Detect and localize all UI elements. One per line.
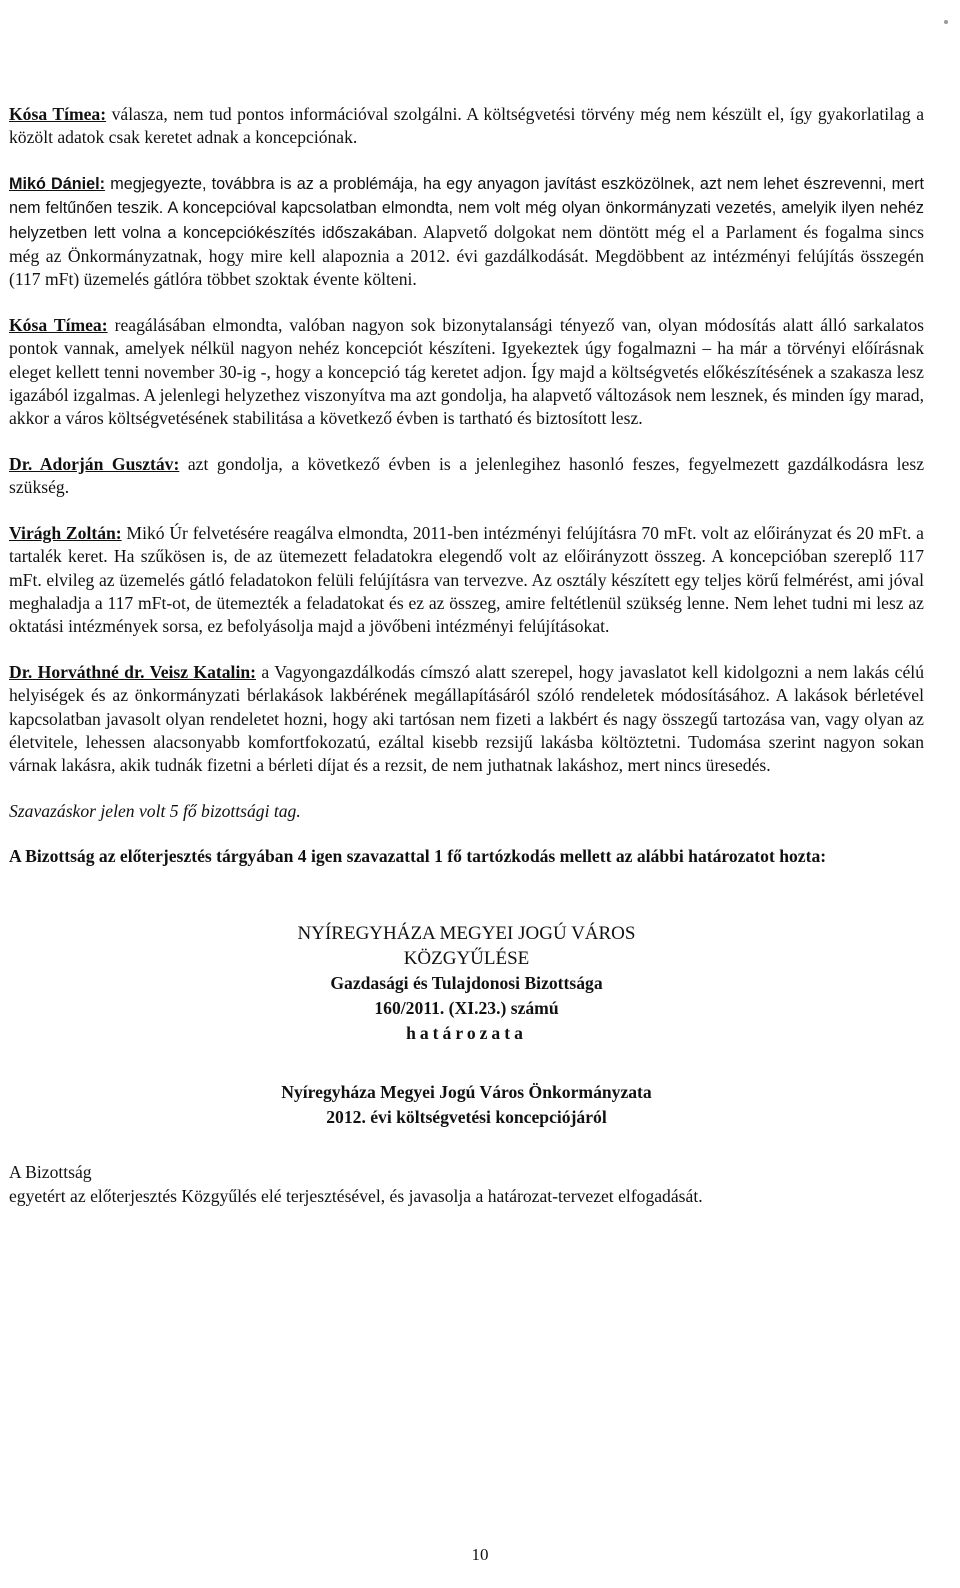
closing-heading: A Bizottság (9, 1161, 92, 1182)
paragraph-text: a Vagyongazdálkodás címszó alatt szerepel, hogy javaslatot kell kidolgozni a nem lakás célú helyiségek és az önkormányzati bérlakások lakbérének megállapításáról szóló rendeletek módosításához. A lakások bérletével kapcsolatban javasolt olyan rendeletet hozni, hogy aki tartósan nem fizeti a lakbért és nagy összegű tartozása van, vagy olyan az életvitele, lehessen alacsonyabb komfortfokozatú, ezáltal kisebb rezsijű lakásba költöztetni. Tudomása szerint nagyon sokan várnak lakásra, akik tudnák fizetni a bérleti díjat és a rezsit, de nem juthatnak lakáshoz, mert nincs üresedés. (9, 661, 924, 776)
spacer (9, 1130, 924, 1160)
paragraph-adorjan (9, 453, 924, 500)
vote-note: Szavazáskor jelen volt 5 fő bizottsági tag. (9, 800, 301, 821)
paragraph-kosa-1 (9, 103, 924, 150)
paragraph-text: Alapvető dolgokat nem döntött még el a Parlament és fogalma sincs még az Önkormányzatnak, hogy mire kell alapoznia a 2012. évi gazdálkodását. Megdöbbent az intézményi felújítás összegén (117 mFt) üzemelés gátlóra többet szoktak évente költeni. (9, 221, 924, 290)
paragraph-text: Mikó Úr felvetésére reagálva elmondta, 2011-ben intézményi felújításra 70 mFt. volt az előirányzat és 20 mFt. a tartalék keret. Ha szűkösen is, de az ütemezett feladatokra elegendő volt az előirányzott összeg. A koncepcióban szereplő 117 mFt. elvileg az üzemelés gátló feladatokon felüli felújításra van tervezve. Az osztály készített egy teljes körű felmérést, ami jóval meghaladja a 117 mFt-ot, de ütemezték a feladatokat és ez az összeg, amire feltétlenül szükség lenne. Nem lehet tudni mi lesz az oktatási intézmények sorsa, ez befolyásolja majd a jövőbeni intézményi felújításokat. (9, 522, 924, 637)
speaker-name: Kósa Tímea: (9, 104, 107, 124)
resolution-header (9, 921, 924, 1046)
speaker-name: Dr. Horváthné dr. Veisz Katalin: (9, 661, 256, 682)
spacer (9, 1046, 924, 1080)
paragraph-text-sans: megjegyezte, továbbra is az a problémája, ha egy anyagon javítást eszközölnek, azt nem lehet észrevenni, mert nem feltűnően teszik. A koncepcióval kapcsolatban elmondta, nem volt még olyan önkormányzati vezetés, amelyik ilyen nehéz helyzetben lett volna a koncepciókészítés időszakában. (9, 174, 925, 242)
paragraph-text: azt gondolja, a következő évben is a jelenlegihez hasonló feszes, fegyelmezett gazdálkodásra lesz szükség. (9, 453, 924, 498)
resolution-number: 160/2011. (XI.23.) számú (374, 997, 559, 1018)
speaker-name: Dr. Adorján Gusztáv: (9, 453, 180, 474)
minutes-body (9, 103, 924, 1208)
paragraph-miko (9, 172, 924, 292)
resolution-assembly: KÖZGYŰLÉSE (403, 947, 530, 969)
resolution-subject (9, 1080, 924, 1130)
paragraph-horvathne (9, 661, 924, 778)
speaker-name: Mikó Dániel: (9, 174, 106, 193)
paragraph-kosa-2 (9, 314, 924, 431)
paragraph-text: válasza, nem tud pontos információval szolgálni. A költségvetési törvény még nem készült el, így gyakorlatilag a közölt adatok csak keretet adnak a koncepciónak. (9, 104, 925, 148)
resolution-committee: Gazdasági és Tulajdonosi Bizottsága (330, 972, 603, 993)
closing-text: egyetért az előterjesztés Közgyűlés elé terjesztésével, és javasolja a határozat-tervezet elfogadását. (9, 1185, 703, 1206)
closing-block (9, 1160, 924, 1208)
paragraph-text: reagálásában elmondta, valóban nagyon sok bizonytalansági tényező van, olyan módosítás alatt álló sarkalatos pontok vannak, amelyek nélkül nagyon nehéz koncepciót készíteni. Igyekeztek úgy fogalmazni – ha már a törvényi előírásnak eleget kellett tenni november 30-ig -, hogy a koncepció tág keretet adjon. Így majd a költségvetés előkészítésének a szakasza lesz igazából izgalmas. A jelenlegi helyzethez viszonyítva ma azt gondolja, ha alapvető változások nem lesznek, és minden így marad, akkor a város költségvetésének stabilitása a következő évben is tartható és biztosított lesz. (9, 314, 924, 429)
paragraph-viragh (9, 522, 924, 639)
page-number: 10 (471, 1545, 489, 1564)
decision-intro: A Bizottság az előterjesztés tárgyában 4 igen szavazattal 1 fő tartózkodás mellett az alábbi határozatot hozta: (9, 846, 827, 867)
resolution-subject-line2: 2012. évi költségvetési koncepciójáról (326, 1106, 607, 1127)
resolution-city: NYÍREGYHÁZA MEGYEI JOGÚ VÁROS (297, 922, 636, 944)
scan-dot (944, 20, 948, 24)
speaker-name: Kósa Tímea: (9, 314, 108, 335)
resolution-label: határozata (406, 1022, 527, 1043)
speaker-name: Virágh Zoltán: (9, 522, 122, 543)
resolution-subject-line1: Nyíregyháza Megyei Jogú Város Önkormányzata (281, 1081, 652, 1102)
spacer (9, 891, 924, 921)
